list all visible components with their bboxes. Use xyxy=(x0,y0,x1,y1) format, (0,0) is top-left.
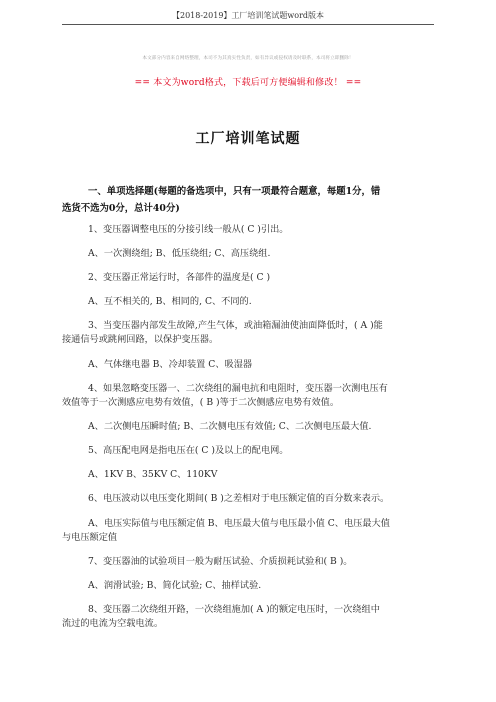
copyright-disclaimer: 本文部分内容来自网络整理，本司不为其真实性负责，如有异议或侵权请及时联系，本司将立即删除！ xyxy=(142,56,354,61)
question-4-line-2: 效值等于一次测感应电势有效值，( B )等于二次侧感应电势有效值。 xyxy=(62,397,340,408)
section-heading-line-2: 选货不选为0分，总计40分) xyxy=(62,203,180,214)
word-format-notice: == 本文为word格式，下载后可方便编辑和修改！ == xyxy=(134,78,362,88)
question-3-line-2: 接通信号或跳闸回路，以保护变压器。 xyxy=(62,334,219,345)
question-8-line-1: 8、变压器二次绕组开路，一次绕组施加( A )的额定电压时，一次绕组中 xyxy=(88,604,380,615)
question-6: 6、电压波动以电压变化期间( B )之差相对于电压额定值的百分数来表示。 xyxy=(88,493,390,504)
section-heading-line-1: 一、单项选择题(每题的备选项中，只有一项最符合题意，每题1分，错 xyxy=(88,186,381,197)
question-5-options: A、1KV B、35KV C、110KV xyxy=(88,469,218,480)
question-2-options: A、互不相关的, B、相同的, C、不同的. xyxy=(88,296,252,307)
question-7-options: A、润滑试验; B、简化试验; C、抽样试验. xyxy=(88,580,262,591)
question-5: 5、高压配电网是指电压在( C )及以上的配电网。 xyxy=(88,445,289,456)
question-1: 1、变压器调整电压的分接引线一般从( C )引出。 xyxy=(88,224,289,235)
question-7: 7、变压器油的试验项目一般为耐压试验、介质损耗试验和( B )。 xyxy=(88,556,353,567)
question-6-options-line-1: A、电压实际值与电压额定值 B、电压最大值与电压最小值 C、电压最大值 xyxy=(88,518,390,529)
question-3-options: A、气体继电器 B、冷却装置 C、吸湿器 xyxy=(88,359,253,370)
section-heading xyxy=(62,183,434,217)
question-2: 2、变压器正常运行时，各部件的温度是( C ) xyxy=(88,272,271,283)
header-divider xyxy=(62,24,434,25)
question-8-line-2: 流过的电流为空载电流。 xyxy=(62,618,164,629)
document-title: 工厂培训笔试题 xyxy=(195,131,301,147)
question-3-line-1: 3、当变压器内部发生故障,产生气体，或油箱漏油使油面降低时，( A )能 xyxy=(88,320,383,331)
page-header-title: 【2018-2019】工厂培训笔试题word版本 xyxy=(171,11,325,20)
question-1-options: A、一次测绕组; B、低压绕组; C、高压绕组. xyxy=(88,248,271,259)
question-4-options: A、二次侧电压瞬时值; B、二次侧电压有效值; C、二次侧电压最大值. xyxy=(88,421,372,432)
question-4-line-1: 4、如果忽略变压器一、二次绕组的漏电抗和电阻时，变压器一次测电压有 xyxy=(88,383,388,394)
question-6-options-line-2: 与电压额定值 xyxy=(62,532,118,543)
